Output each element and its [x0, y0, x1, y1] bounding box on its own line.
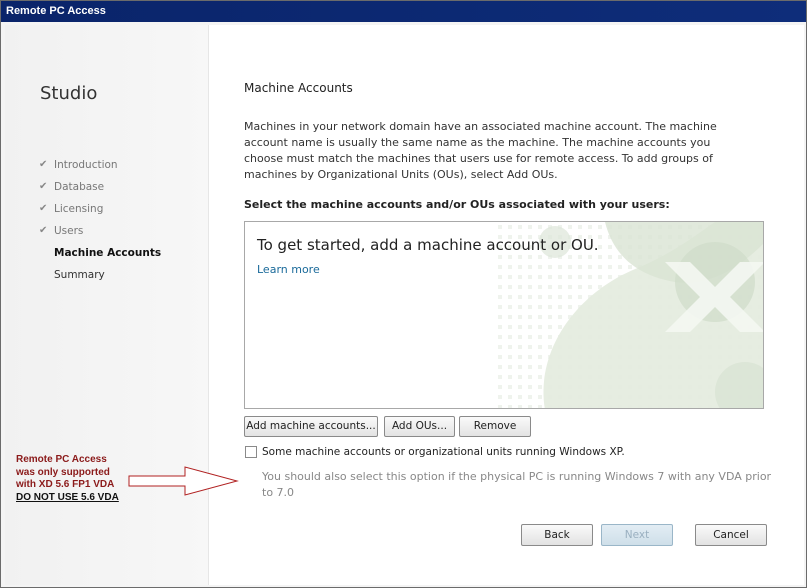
window-title: Remote PC Access: [1, 1, 806, 22]
check-icon: ✔: [39, 203, 48, 214]
page-title: Machine Accounts: [244, 81, 353, 95]
cancel-button[interactable]: Cancel: [695, 524, 767, 546]
annotation-line: with XD 5.6 FP1 VDA: [16, 479, 115, 490]
wizard-steps: [39, 157, 204, 289]
step-label: Machine Accounts: [54, 247, 162, 259]
add-machine-accounts-button[interactable]: Add machine accounts...: [244, 416, 378, 437]
back-button[interactable]: Back: [521, 524, 593, 546]
step-database: [39, 179, 204, 201]
page-description: Machines in your network domain have an associated machine account. The machine account name is usually the same name as the machine. The machine accounts you choose must match the machines that users use for remote access. To add groups of machines by Organizational Units (OUs), select Add OUs.: [244, 120, 717, 181]
annotation-line: was only supported: [16, 466, 110, 478]
check-icon: ✔: [39, 181, 48, 192]
remove-button[interactable]: Remove: [459, 416, 531, 437]
machine-accounts-list[interactable]: [244, 221, 764, 409]
step-introduction: [39, 157, 204, 179]
empty-state-text: To get started, add a machine account or OU.: [257, 236, 599, 254]
windows-xp-label[interactable]: Some machine accounts or organizational units running Windows XP.: [262, 446, 625, 458]
step-label: Users: [54, 225, 84, 237]
learn-more-link[interactable]: Learn more: [257, 263, 320, 276]
wizard-main-panel: [208, 25, 804, 585]
check-icon: ✔: [39, 225, 48, 236]
step-label: Licensing: [54, 203, 104, 215]
studio-title: Studio: [40, 83, 98, 104]
annotation-note: [16, 454, 119, 504]
wizard-content: [5, 25, 804, 585]
select-accounts-label: Select the machine accounts and/or OUs associated with your users:: [244, 198, 670, 211]
annotation-line: Remote PC Access: [16, 454, 107, 465]
annotation-warning: DO NOT USE 5.6 VDA: [16, 491, 119, 503]
step-label: Introduction: [54, 159, 118, 171]
step-summary: [39, 267, 204, 289]
windows-xp-checkbox[interactable]: [245, 446, 257, 458]
step-label: Database: [54, 181, 105, 193]
step-users: [39, 223, 204, 245]
windows-xp-hint: You should also select this option if the physical PC is running Windows 7 with any VDA prior to 7.0: [262, 470, 772, 499]
add-ous-button[interactable]: Add OUs...: [384, 416, 455, 437]
next-button[interactable]: Next: [601, 524, 673, 546]
check-icon: ✔: [39, 159, 48, 170]
annotation-arrow-icon: [127, 465, 242, 497]
step-machine-accounts: [39, 245, 204, 267]
step-licensing: [39, 201, 204, 223]
step-label: Summary: [54, 269, 105, 281]
